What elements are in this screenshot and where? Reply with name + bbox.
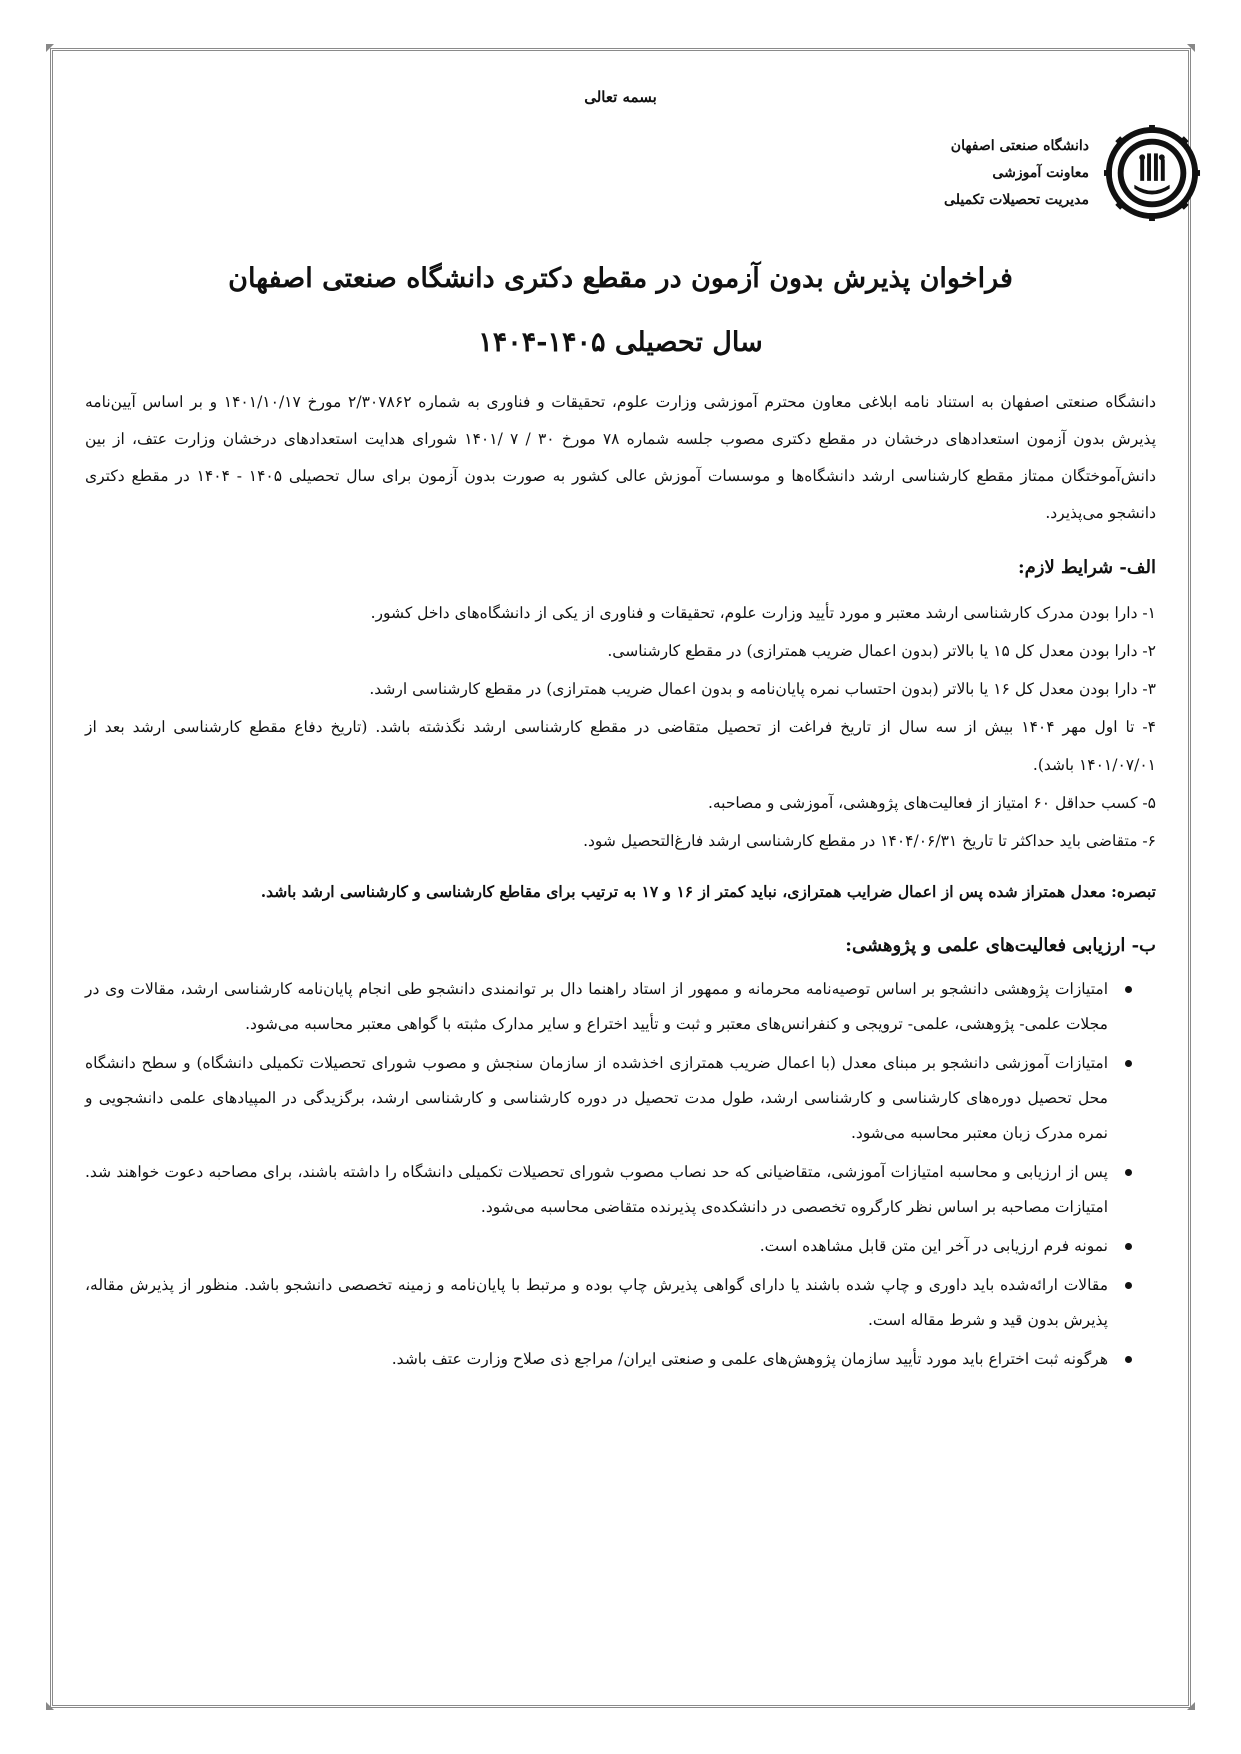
section-b-heading: ب- ارزیابی فعالیت‌های علمی و پژوهشی: xyxy=(845,935,1156,956)
evaluation-list xyxy=(85,972,1156,1377)
organization-lines xyxy=(944,133,1089,214)
list-item xyxy=(85,1046,1132,1151)
letterhead xyxy=(85,124,1201,222)
bullet-icon xyxy=(1125,1243,1132,1250)
condition-item: ۶- متقاضی باید حداکثر تا تاریخ ۱۴۰۴/۰۶/۳۱ در مقطع کارشناسی ارشد فارغ‌التحصیل شود. xyxy=(583,832,1156,850)
note-paragraph: تبصره: معدل همتراز شده پس از اعمال ضرایب همترازی، نباید کمتر از ۱۶ و ۱۷ به ترتیب برای مقاطع کارشناسی و کارشناسی ارشد باشد. xyxy=(260,882,1156,901)
org-line-department: مدیریت تحصیلات تکمیلی xyxy=(944,191,1089,208)
list-item-text: هرگونه ثبت اختراع باید مورد تأیید سازمان پژوهش‌های علمی و صنعتی ایران/ مراجع ذی صلاح وزارت عتف باشد. xyxy=(391,1350,1108,1368)
list-item-text: نمونه فرم ارزیابی در آخر این متن قابل مشاهده است. xyxy=(759,1237,1108,1255)
condition-item: ۵- کسب حداقل ۶۰ امتیاز از فعالیت‌های پژوهشی، آموزشی و مصاحبه. xyxy=(707,794,1156,812)
bullet-icon xyxy=(1125,986,1132,993)
document-body xyxy=(85,80,1156,1381)
condition-item: ۱- دارا بودن مدرک کارشناسی ارشد معتبر و مورد تأیید وزارت علوم، تحقیقات و فناوری از یکی از دانشگاه‌های داخل کشور. xyxy=(370,604,1156,622)
border-corner-ornament xyxy=(46,44,54,52)
border-corner-ornament xyxy=(1187,1702,1195,1710)
intro-paragraph: دانشگاه صنعتی اصفهان به استناد نامه ابلاغی معاون محترم آموزشی وزارت علوم، تحقیقات و فناوری به شماره ۲/۳۰۷۸۶۲ مورخ ۱۴۰۱/۱۰/۱۷ و بر اساس آیین‌نامه پذیرش بدون آزمون استعدادهای درخشان در مقطع دکتری مصوب جلسه شماره ۷۸ مورخ ۳۰ / ۷ /۱۴۰۱ شورای هدایت استعدادهای درخشان وزارت عتف، از بین دانش‌آموختگان ممتاز مقطع کارشناسی ارشد دانشگاه‌ها و موسسات آموزش عالی کشور به صورت بدون آزمون برای سال تحصیلی ۱۴۰۵ - ۱۴۰۴ در مقطع دکتری دانشجو می‌پذیرد. xyxy=(85,393,1157,522)
list-item xyxy=(85,1342,1132,1377)
document-subtitle: سال تحصیلی ۱۴۰۵-۱۴۰۴ xyxy=(478,327,763,358)
list-item-text: پس از ارزیابی و محاسبه امتیازات آموزشی، متقاضیانی که حد نصاب مصوب شورای تحصیلات تکمیلی دانشگاه را داشته باشند، برای مصاحبه دعوت خواهند شد. امتیازات مصاحبه بر اساس نظر کارگروه تخصصی در دانشکده‌ی پذیرنده متقاضی محاسبه می‌شود. xyxy=(85,1163,1108,1216)
condition-item: ۲- دارا بودن معدل کل ۱۵ یا بالاتر (بدون اعمال ضریب همترازی) در مقطع کارشناسی. xyxy=(607,642,1156,660)
list-item xyxy=(85,1155,1132,1225)
list-item xyxy=(85,972,1132,1042)
section-a-heading: الف- شرایط لازم: xyxy=(1018,557,1156,578)
condition-item: ۳- دارا بودن معدل کل ۱۶ یا بالاتر (بدون احتساب نمره پایان‌نامه و بدون اعمال ضریب همترازی) در مقطع کارشناسی ارشد. xyxy=(369,680,1156,698)
list-item-text: مقالات ارائه‌شده باید داوری و چاپ شده باشند یا دارای گواهی پذیرش چاپ بوده و مرتبط با پایان‌نامه و زمینه تخصصی دانشجو باشد. منظور از پذیرش مقاله، پذیرش بدون قید و شرط مقاله است. xyxy=(85,1276,1108,1329)
bullet-icon xyxy=(1125,1282,1132,1289)
document-title: فراخوان پذیرش بدون آزمون در مقطع دکتری دانشگاه صنعتی اصفهان xyxy=(228,263,1013,294)
condition-item: ۴- تا اول مهر ۱۴۰۴ بیش از سه سال از تاریخ فراغت از تحصیل متقاضی در مقطع کارشناسی ارشد نگذشته باشد. (تاریخ دفاع مقطع کارشناسی ارشد بعد از ۱۴۰۱/۰۷/۰۱ باشد). xyxy=(85,718,1156,774)
org-line-deputy: معاونت آموزشی xyxy=(992,164,1089,181)
bismillah-heading: بسمه تعالی xyxy=(584,88,657,106)
list-item xyxy=(85,1229,1132,1264)
university-emblem-icon xyxy=(1103,124,1201,222)
list-item xyxy=(85,1268,1132,1338)
list-item-text: امتیازات آموزشی دانشجو بر مبنای معدل (با اعمال ضریب همترازی اخذشده از سازمان سنجش و مصوب شورای تحصیلات تکمیلی دانشگاه) و سطح دانشگاه محل تحصیل دوره‌های کارشناسی و کارشناسی ارشد، طول مدت تحصیل در دوره کارشناسی و کارشناسی ارشد، برگزیدگی در المپیادهای علمی دانشجویی و نمره مدرک زبان معتبر محاسبه می‌شود. xyxy=(85,1054,1108,1142)
border-corner-ornament xyxy=(46,1702,54,1710)
bullet-icon xyxy=(1125,1169,1132,1176)
list-item-text: امتیازات پژوهشی دانشجو بر اساس توصیه‌نامه محرمانه و ممهور از استاد راهنما دال بر توانمندی دانشجو طی انجام پایان‌نامه کارشناسی ارشد، مقالات وی در مجلات علمی- پژوهشی، علمی- ترویجی و کنفرانس‌های معتبر و ثبت و تأیید اختراع و سایر مدارک مثبته با گواهی معتبر محاسبه می‌شود. xyxy=(85,980,1108,1033)
bullet-icon xyxy=(1125,1060,1132,1067)
org-line-university: دانشگاه صنعتی اصفهان xyxy=(950,137,1089,154)
border-corner-ornament xyxy=(1187,44,1195,52)
bullet-icon xyxy=(1125,1356,1132,1363)
